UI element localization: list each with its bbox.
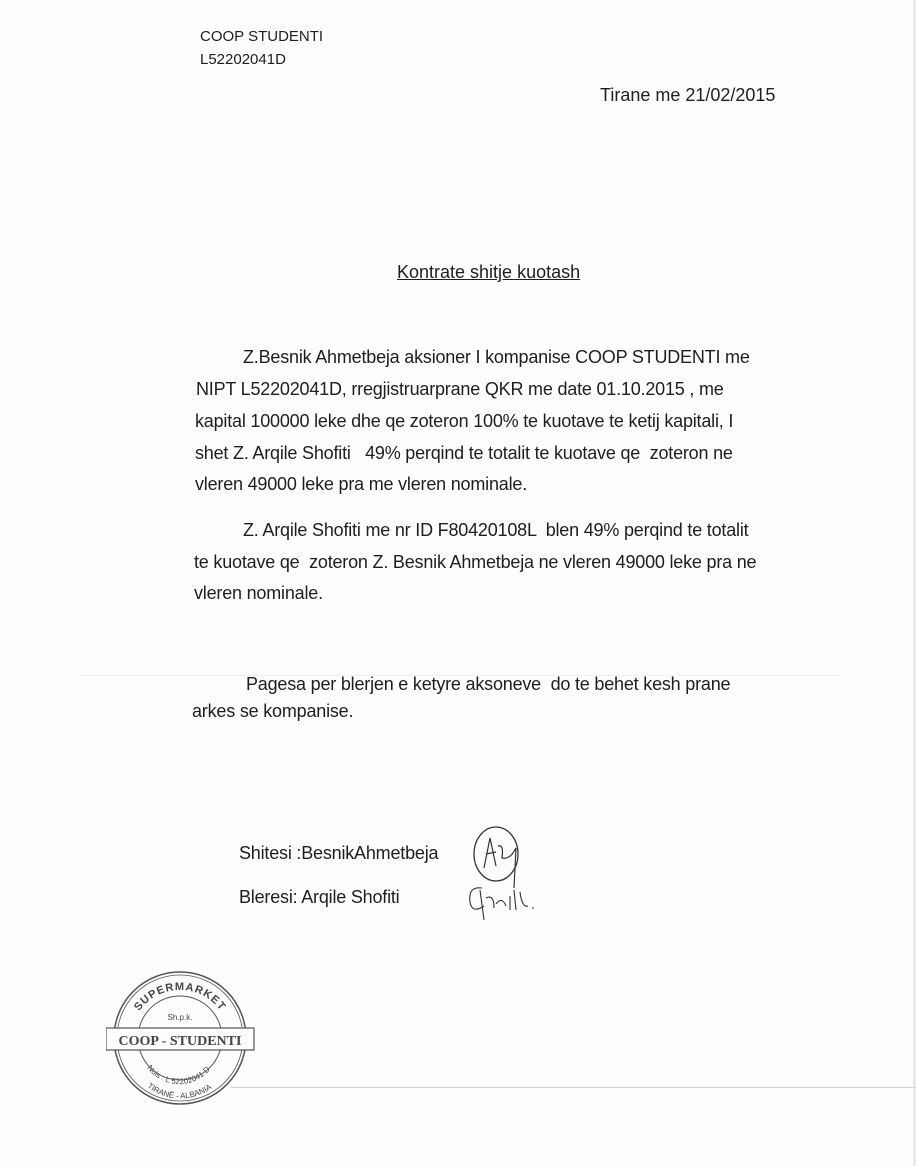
buyer-label: Bleresi: Arqile Shofiti [239,887,400,907]
svg-text:Nuis : L 52202041 D [145,1063,212,1086]
company-name: COOP STUDENTI [200,28,324,45]
paragraph-line: Z. Arqile Shofiti me nr ID F80420108L blen 49% perqind te totalit [243,520,749,540]
company-nipt: L52202041D [200,51,286,68]
stamp-top-text: SUPERMARKET [131,981,229,1014]
seller-label: Shitesi :BesnikAhmetbeja [239,843,439,863]
company-stamp [106,968,256,1106]
stamp-name: COOP - STUDENTI [118,1034,242,1049]
paragraph-line: Pagesa per blerjen e ketyre aksoneve do te behet kesh prane [246,674,731,694]
svg-text:SUPERMARKET [132,981,228,1013]
stamp-nuis: Nuis : L 52202041 D [145,1063,212,1087]
document-title: Kontrate shitje kuotash [397,262,581,282]
paragraph-line: vleren nominale. [194,583,323,603]
stamp-bottom-text: TIRANË - ALBANIA [145,1081,214,1101]
scan-artifact-line [230,1087,916,1088]
handwritten-signatures [460,818,570,928]
document-date: Tirane me 21/02/2015 [600,85,776,105]
paragraph-line: NIPT L52202041D, rregjistruarprane QKR me date 01.10.2015 , me [196,379,724,399]
stamp-type: Sh.p.k. [167,1013,193,1022]
paragraph-line: Z.Besnik Ahmetbeja aksioner I kompanise COOP STUDENTI me [243,347,750,367]
paragraph-line: shet Z. Arqile Shofiti 49% perqind te totalit te kuotave qe zoteron ne [195,443,733,463]
paragraph-line: vleren 49000 leke pra me vleren nominale. [195,474,527,494]
paragraph-line: arkes se kompanise. [192,701,354,721]
paragraph-line: kapital 100000 leke dhe qe zoteron 100% te kuotave te ketij kapitali, I [195,411,734,431]
paragraph-line: te kuotave qe zoteron Z. Besnik Ahmetbeja ne vleren 49000 leke pra ne [194,552,757,572]
